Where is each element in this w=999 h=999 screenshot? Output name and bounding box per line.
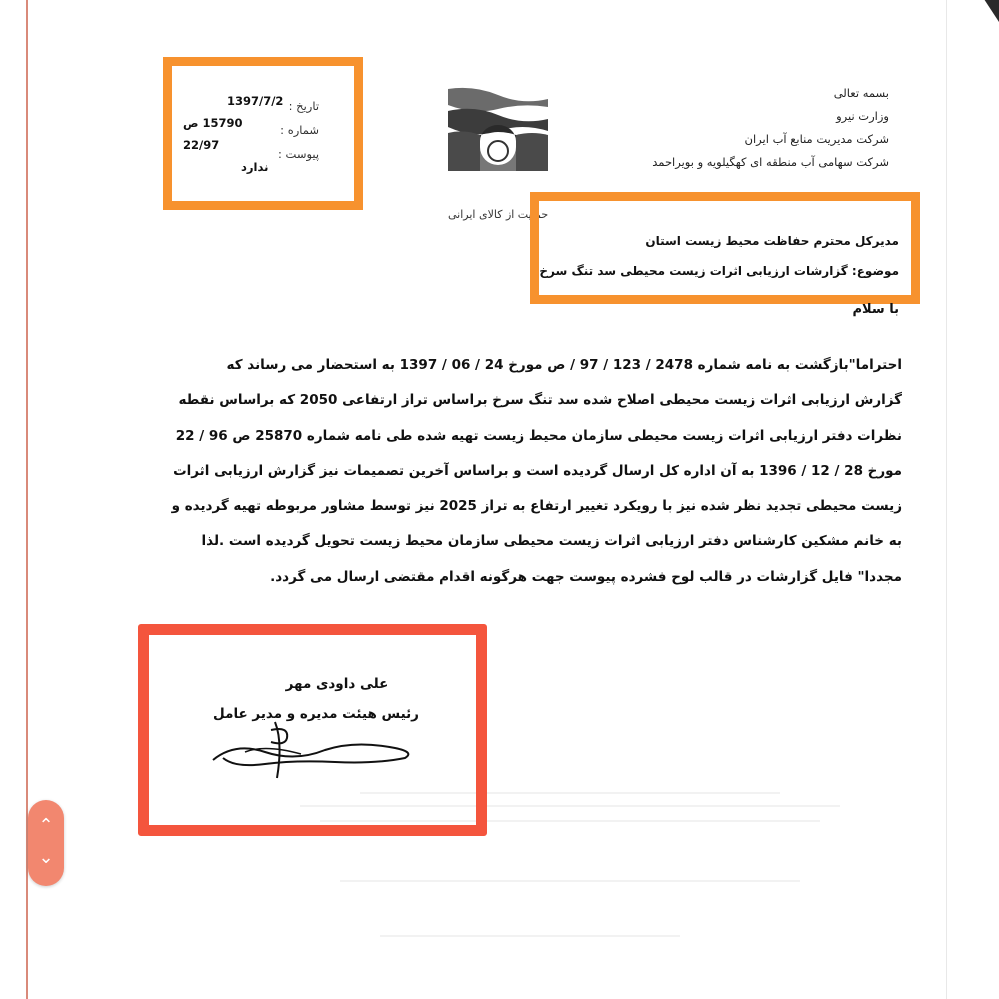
faded-text bbox=[340, 880, 800, 882]
letterhead-line-4: شرکت سهامی آب منطقه ای کهگیلویه و بویراحمد bbox=[652, 155, 889, 169]
body-line: نظرات دفتر ارزیابی اثرات زیست محیطی سازمان محیط زیست تهیه شده طی نامه شماره 25870 ص 96 / 22 bbox=[175, 427, 902, 444]
handwritten-signature-icon bbox=[205, 712, 430, 782]
body-line: به خانم مشکین کارشناس دفتر ارزیابی اثرات زیست محیطی سازمان محیط زیست تحویل گردیده است .لذا bbox=[201, 533, 902, 550]
greeting: با سلام bbox=[852, 302, 899, 317]
meta-values bbox=[183, 90, 284, 178]
meta-labels bbox=[278, 94, 319, 166]
date-value: 1397/7/2 bbox=[227, 94, 284, 108]
body-line: مورخ 28 / 12 / 1396 به آن اداره کل ارسال گردیده است و براساس آخرین تصمیمات نیز گزارش ارزیابی اثرات bbox=[173, 462, 902, 479]
body-line: احتراما"بازگشت به نامه شماره 2478 / 123 / 97 / ص مورخ 24 / 06 / 1397 به استحضار می رساند که bbox=[226, 357, 902, 373]
logo-caption: حمایت از کالای ایرانی bbox=[448, 208, 549, 221]
scroll-down-button[interactable]: ⌄ bbox=[38, 847, 54, 868]
date-label: تاریخ : bbox=[288, 99, 320, 113]
letterhead bbox=[589, 82, 889, 174]
letter-body bbox=[171, 348, 902, 595]
subject-line: موضوع: گزارشات ارزیابی اثرات زیست محیطی سد تنگ سرخ bbox=[539, 264, 899, 278]
scroll-up-button[interactable]: ⌃ bbox=[38, 815, 54, 836]
letterhead-line-3: شرکت مدیریت منابع آب ایران bbox=[744, 132, 889, 146]
number-value: 15790 ص 22/97 bbox=[183, 116, 243, 152]
water-company-logo-icon bbox=[444, 85, 552, 171]
letterhead-line-2: وزارت نیرو bbox=[836, 109, 889, 123]
recipient: مدیرکل محترم حفاظت محیط زیست استان bbox=[645, 234, 899, 248]
body-line: گزارش ارزیابی اثرات زیست محیطی اصلاح شده سد تنگ سرخ براساس تراز ارتفاعی 2050 که براساس نقطه bbox=[178, 392, 902, 409]
signatory-name: علی داودی مهر bbox=[285, 676, 389, 692]
signatory-title: رئیس هیئت مدیره و مدیر عامل bbox=[213, 706, 419, 722]
body-line: زیست محیطی تجدید نظر شده نیز با رویکرد تغییر ارتفاع به تراز 2025 نیز توسط مشاور مربوطه تهیه گردیده و bbox=[171, 498, 902, 515]
body-line: مجددا" فایل گزارشات در قالب لوح فشرده پیوست جهت هرگونه اقدام مقتضی ارسال می گردد. bbox=[270, 568, 902, 585]
letterhead-line-1: بسمه تعالی bbox=[833, 86, 889, 100]
number-label: شماره : bbox=[280, 123, 320, 137]
subject-highlight-box bbox=[530, 192, 920, 304]
faded-text bbox=[380, 935, 680, 937]
attachment-value: ندارد bbox=[241, 160, 269, 174]
page-corner bbox=[975, 0, 999, 22]
scroll-control bbox=[28, 800, 64, 886]
page-right-edge bbox=[946, 0, 947, 999]
attachment-label: پیوست : bbox=[278, 147, 320, 161]
